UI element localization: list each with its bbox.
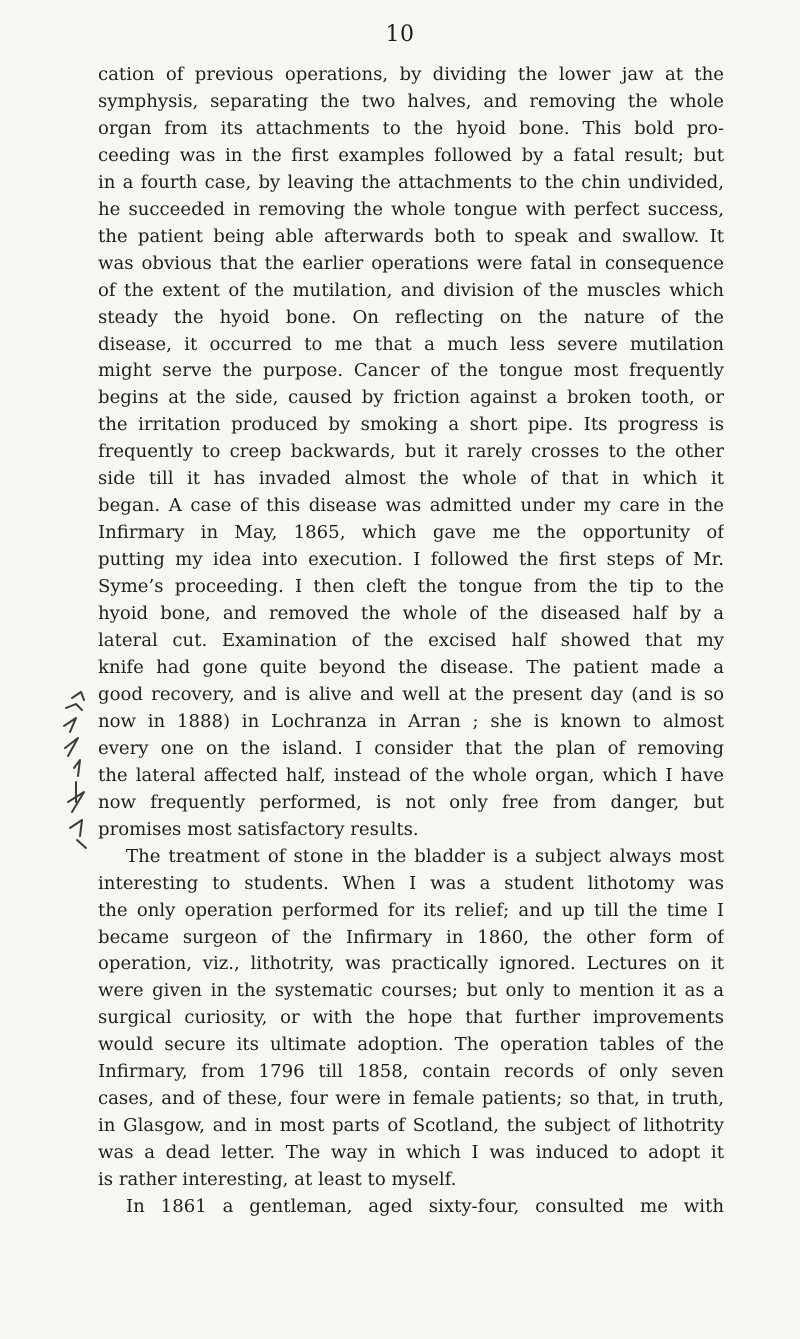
text-line: in a fourth case, by leaving the attachments to the chin undivided, bbox=[98, 171, 724, 193]
text-line: Syme’s proceeding. I then cleft the tongue from the tip to the bbox=[98, 576, 724, 598]
text-line: surgical curiosity, or with the hope that further improvements bbox=[98, 1007, 724, 1029]
text-line: frequently to creep backwards, but it rarely crosses to the other bbox=[98, 441, 724, 463]
body-text bbox=[98, 62, 724, 1221]
text-line: might serve the purpose. Cancer of the tongue most frequently bbox=[98, 360, 724, 382]
margin-mark-stroke bbox=[64, 718, 76, 732]
margin-mark-stroke bbox=[66, 704, 82, 710]
margin-mark-stroke bbox=[72, 692, 84, 700]
text-line: begins at the side, caused by friction against a broken tooth, or bbox=[98, 387, 724, 409]
text-line: began. A case of this disease was admitted under my care in the bbox=[98, 495, 724, 517]
text-line: would secure its ultimate adoption. The operation tables of the bbox=[98, 1034, 724, 1056]
margin-mark-stroke bbox=[74, 760, 80, 776]
text-line: the irritation produced by smoking a short pipe. Its progress is bbox=[98, 414, 724, 436]
text-line: steady the hyoid bone. On reflecting on the nature of the bbox=[98, 306, 724, 328]
text-line: now frequently performed, is not only free from danger, but bbox=[98, 791, 724, 813]
text-line: he succeeded in removing the whole tongue with perfect success, bbox=[98, 198, 724, 220]
paragraph-end-line: promises most satisfactory results. bbox=[98, 818, 419, 840]
text-line: side till it has invaded almost the whole of that in which it bbox=[98, 468, 724, 490]
text-line: operation, viz., lithotrity, was practically ignored. Lectures on it bbox=[98, 953, 724, 975]
text-line: ceeding was in the first examples followed by a fatal result; but bbox=[98, 144, 724, 166]
text-line: hyoid bone, and removed the whole of the diseased half by a bbox=[98, 603, 724, 625]
text-line: became surgeon of the Infirmary in 1860, the other form of bbox=[98, 926, 724, 948]
text-line: disease, it occurred to me that a much less severe mutilation bbox=[98, 333, 724, 355]
text-line: the patient being able afterwards both to speak and swallow. It bbox=[98, 225, 724, 247]
text-line: in Glasgow, and in most parts of Scotland, the subject of lithotrity bbox=[98, 1115, 724, 1137]
text-line: interesting to students. When I was a student lithotomy was bbox=[98, 872, 724, 894]
page-number: 10 bbox=[385, 22, 415, 47]
paragraph-end-line: is rather interesting, at least to myself. bbox=[98, 1169, 457, 1191]
text-line: Infirmary, from 1796 till 1858, contain records of only seven bbox=[98, 1061, 724, 1083]
text-line: was a dead letter. The way in which I was induced to adopt it bbox=[98, 1142, 724, 1164]
text-line: were given in the systematic courses; but only to mention it as a bbox=[98, 980, 724, 1002]
margin-mark-stroke bbox=[77, 840, 86, 848]
text-line: cation of previous operations, by dividing the lower jaw at the bbox=[98, 64, 724, 85]
text-line: the only operation performed for its relief; and up till the time I bbox=[98, 899, 724, 921]
paragraph-start-line: In 1861 a gentleman, aged sixty-four, consulted me with bbox=[126, 1196, 724, 1218]
text-line: Infirmary in May, 1865, which gave me the opportunity of bbox=[98, 522, 724, 544]
paragraph-start-line: The treatment of stone in the bladder is a subject always most bbox=[126, 845, 724, 867]
text-line: now in 1888) in Lochranza in Arran ; she is known to almost bbox=[98, 710, 724, 732]
margin-mark-stroke bbox=[65, 738, 78, 756]
text-line: organ from its attachments to the hyoid bone. This bold pro- bbox=[98, 117, 724, 139]
text-line: knife had gone quite beyond the disease. The patient made a bbox=[98, 656, 724, 678]
text-line: good recovery, and is alive and well at the present day (and is so bbox=[98, 683, 724, 705]
margin-pencil-marks bbox=[56, 690, 102, 860]
text-line: was obvious that the earlier operations were fatal in consequence bbox=[98, 252, 724, 274]
text-line: of the extent of the mutilation, and division of the muscles which bbox=[98, 279, 724, 301]
text-line: cases, and of these, four were in female patients; so that, in truth, bbox=[98, 1088, 724, 1110]
text-line: every one on the island. I consider that the plan of removing bbox=[98, 737, 724, 759]
text-line: the lateral affected half, instead of the whole organ, which I have bbox=[98, 764, 724, 786]
margin-mark-stroke bbox=[70, 820, 82, 836]
text-line: lateral cut. Examination of the excised half showed that my bbox=[98, 630, 724, 652]
text-line: symphysis, separating the two halves, and removing the whole bbox=[98, 90, 724, 112]
text-line: putting my idea into execution. I followed the first steps of Mr. bbox=[98, 549, 724, 571]
